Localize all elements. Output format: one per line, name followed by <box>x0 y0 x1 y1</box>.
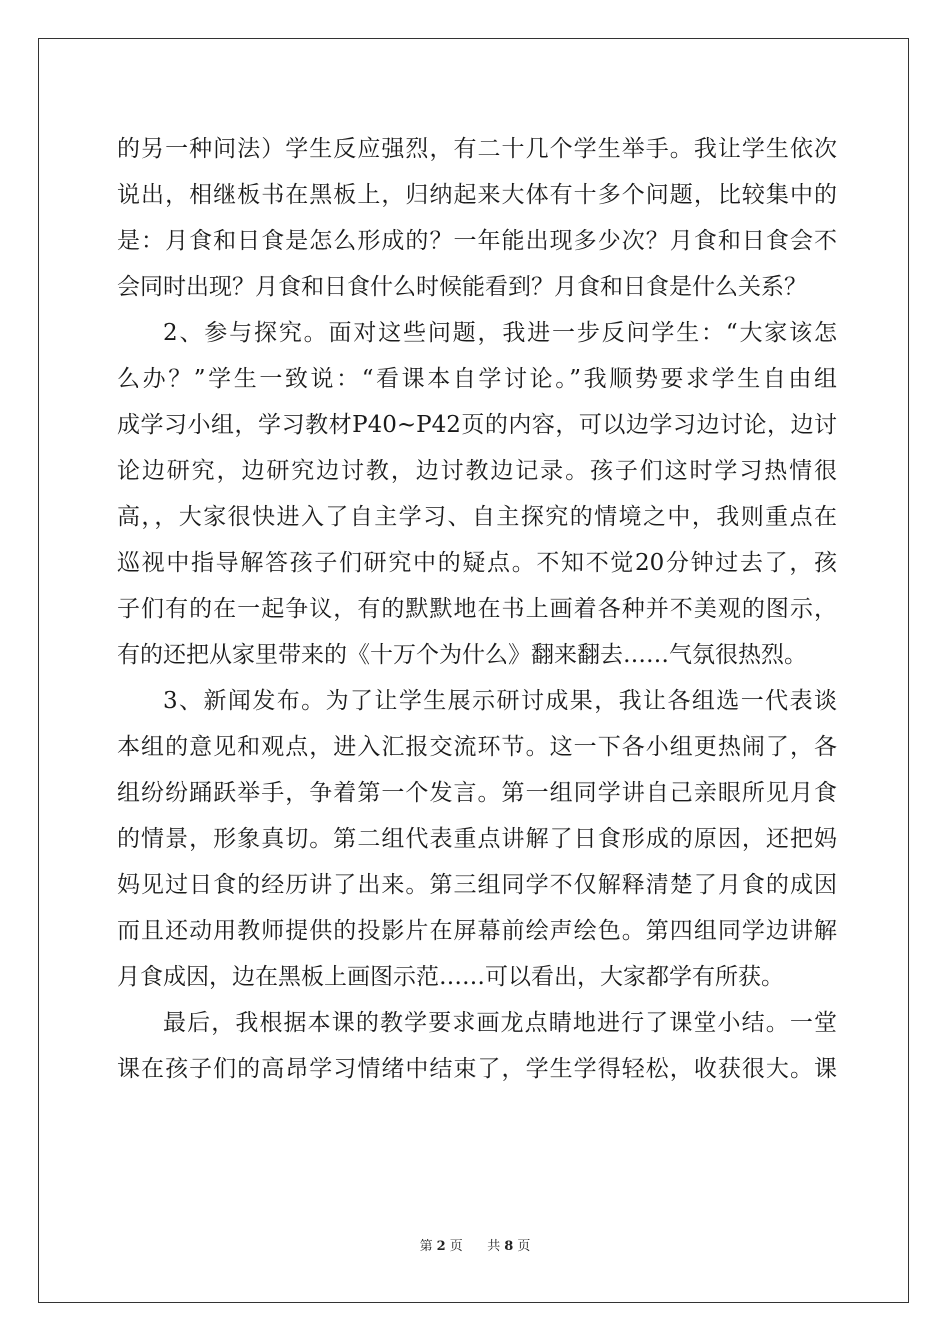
text-line: 本组的意见和观点，进入汇报交流环节。这一下各小组更热闹了，各 <box>117 734 837 760</box>
text-line: 巡视中指导解答孩子们研究中的疑点。不知不觉20分钟过去了，孩 <box>117 550 837 576</box>
paragraph-start-line: 3、新闻发布。为了让学生展示研讨成果，我让各组选一代表谈 <box>163 688 837 714</box>
text-line: 的情景，形象真切。第二组代表重点讲解了日食形成的原因，还把妈 <box>117 826 837 852</box>
text-line: 而且还动用教师提供的投影片在屏幕前绘声绘色。第四组同学边讲解 <box>117 918 837 944</box>
text-line: 是：月食和日食是怎么形成的？一年能出现多少次？月食和日食会不 <box>117 228 837 254</box>
document-body <box>117 126 837 1092</box>
page-number: 2 <box>436 1239 446 1254</box>
total-number: 8 <box>504 1239 514 1254</box>
text-line: 么办？”学生一致说：“看课本自学讨论。”我顺势要求学生自由组 <box>117 366 837 392</box>
text-line: 月食成因，边在黑板上画图示范……可以看出，大家都学有所获。 <box>117 964 784 990</box>
text-line: 组纷纷踊跃举手，争着第一个发言。第一组同学讲自己亲眼所见月食 <box>117 780 837 806</box>
page-indicator <box>418 1239 465 1254</box>
text-line: 子们有的在一起争议，有的默默地在书上画着各种并不美观的图示， <box>117 596 837 622</box>
total-prefix: 共 <box>487 1239 501 1254</box>
text-line: 有的还把从家里带来的《十万个为什么》翻来翻去……气氛很热烈。 <box>117 642 807 668</box>
text-line: 成学习小组，学习教材P40~P42页的内容，可以边学习边讨论，边讨 <box>117 412 837 438</box>
paragraph-start-line: 2、参与探究。面对这些问题，我进一步反问学生：“大家该怎 <box>163 320 837 346</box>
text-line: 论边研究，边研究边讨教，边讨教边记录。孩子们这时学习热情很 <box>117 458 837 484</box>
page-prefix: 第 <box>419 1239 433 1254</box>
text-line: 会同时出现？月食和日食什么时候能看到？月食和日食是什么关系？ <box>117 274 807 300</box>
total-pages-indicator <box>485 1239 532 1254</box>
total-suffix: 页 <box>517 1239 531 1254</box>
text-line: 的另一种问法）学生反应强烈，有二十几个学生举手。我让学生依次 <box>117 136 837 162</box>
paragraph-start-line: 最后，我根据本课的教学要求画龙点睛地进行了课堂小结。一堂 <box>163 1010 837 1036</box>
page-suffix: 页 <box>449 1239 463 1254</box>
text-line: 说出，相继板书在黑板上，归纳起来大体有十多个问题，比较集中的 <box>117 182 837 208</box>
page-footer <box>0 1238 950 1256</box>
text-line: 妈见过日食的经历讲了出来。第三组同学不仅解释清楚了月食的成因 <box>117 872 837 898</box>
text-line: 高，，大家很快进入了自主学习、自主探究的情境之中，我则重点在 <box>117 504 837 530</box>
text-line: 课在孩子们的高昂学习情绪中结束了，学生学得轻松，收获很大。课 <box>117 1056 837 1082</box>
